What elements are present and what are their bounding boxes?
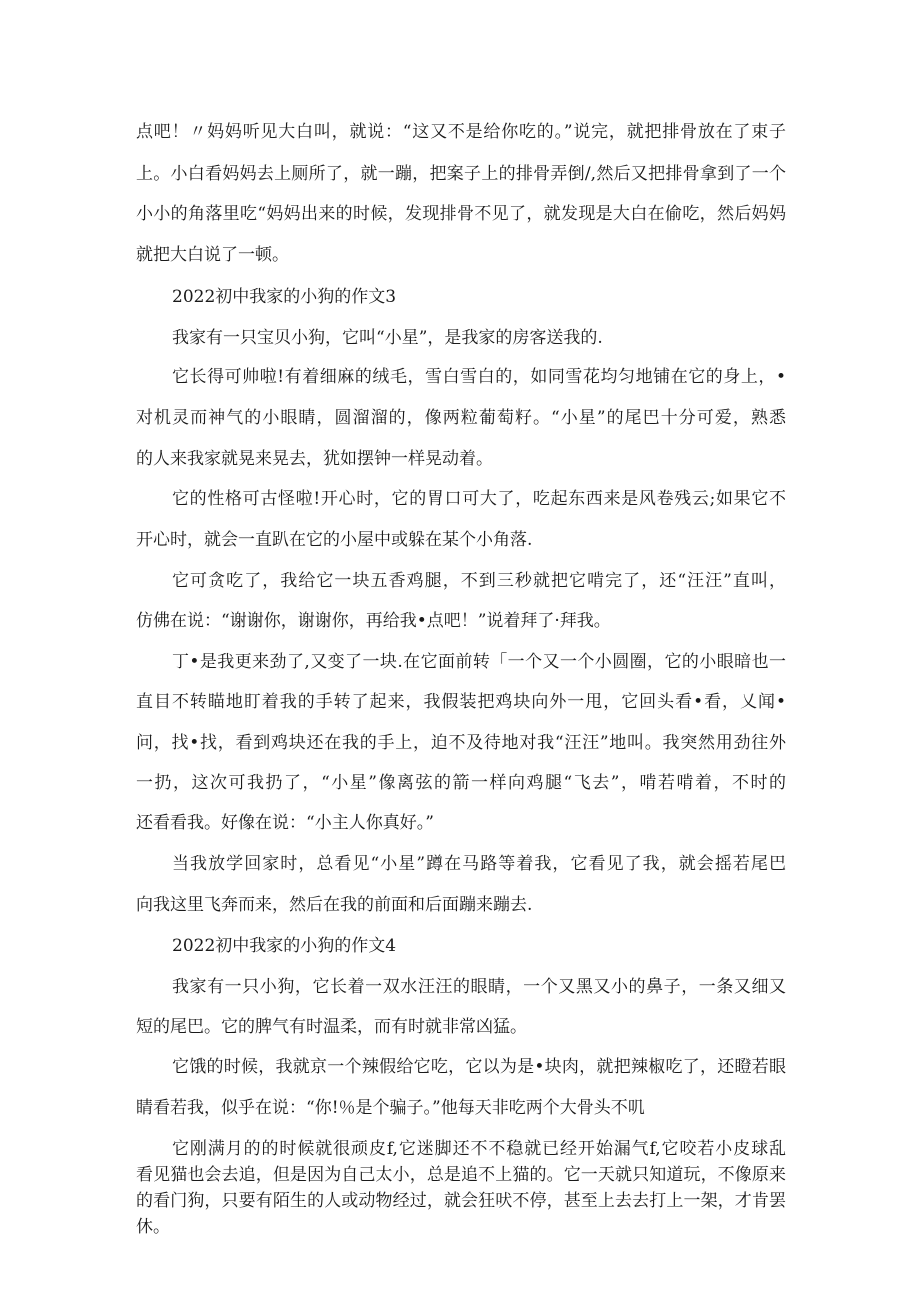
text-line: 问，找•找，看到鸡块还在我的手上，迫不及待地对我“汪汪”地叫。我突然用劲往外 [136, 733, 786, 753]
text-line: 短的尾巴。它的脾气有时温柔，而有时就非常凶猛。 [136, 1017, 527, 1037]
section-heading: 2022初中我家的小狗的作文3 [172, 287, 397, 307]
text-line: 上。小白看妈妈去上厕所了，就一蹦，把案子上的排骨弄倒/,然后又把排骨拿到了一个 [136, 164, 786, 184]
paragraph-line: 它饿的时候，我就京一个辣假给它吃，它以为是•块肉，就把辣椒吃了，还瞪若眼 [172, 1057, 786, 1077]
text-line: 看见猫也会去追，但是因为自己太小，总是追不上猫的。它一天就只知道玩，不像原来 [136, 1165, 786, 1185]
text-line: 一扔，这次可我扔了，“小星”像离弦的箭一样向鸡腿“飞去”，啃若啃着，不时的 [136, 773, 786, 793]
text-line: 的看门狗，只要有陌生的人或动物经过，就会狂吠不停，甚至上去去打上一架，才肯罢 [136, 1191, 786, 1211]
text-line: 仿佛在说：“谢谢你，谢谢你，再给我•点吧！”说着拜了·拜我。 [136, 611, 611, 631]
text-line: 直目不转瞄地盯着我的手转了起来，我假装把鸡块向外一甩，它回头看•看，乂闻• [136, 692, 786, 712]
paragraph-line: 当我放学回家时，总看见“小星”蹲在马路等着我，它看见了我，就会摇若尾巴 [172, 854, 786, 874]
paragraph-line: 我家有一只小狗，它长着一双水汪汪的眼睛，一个又黑又小的鼻子，一条又细又 [172, 977, 786, 997]
text-line: 点吧！〃妈妈听见大白叫，就说：“这又不是给你吃的。”说完，就把排骨放在了束子 [136, 122, 786, 142]
text-line: 休。 [136, 1217, 170, 1237]
paragraph-line: 它可贪吃了，我给它一块五香鸡腿，不到三秒就把它啃完了，还“汪汪”直叫， [172, 571, 786, 591]
paragraph-line: 它的性格可古怪啦!开心时，它的胃口可大了，吃起东西来是风卷残云;如果它不 [172, 489, 786, 509]
paragraph-line: 它长得可帅啦!有着细麻的绒毛，雪白雪白的，如同雪花均匀地铺在它的身上，• [172, 367, 786, 387]
paragraph-line: 我家有一只宝贝小狗，它叫“小星”，是我家的房客送我的. [172, 328, 603, 348]
text-line: 小小的角落里吃“妈妈出来的时候，发现排骨不见了，就发现是大白在偷吃，然后妈妈 [136, 204, 786, 224]
text-line: 向我这里飞奔而来，然后在我的前面和后面蹦来蹦去. [136, 895, 533, 915]
text-line: 睛看若我，似乎在说：“你!％是个骗子。”他每天非吃两个大骨头不叽 [136, 1098, 645, 1118]
section-heading: 2022初中我家的小狗的作文4 [172, 936, 397, 956]
paragraph-line: 它刚满月的的时候就很顽皮f,它迷脚还不不稳就已经开始漏气f,它咬若小皮球乱 [172, 1139, 786, 1159]
text-line: 的人来我家就晃来晃去，犹如摆钟一样晃动着。 [136, 449, 493, 469]
text-line: 对机灵而神气的小眼睛，圆溜溜的，像两粒葡萄籽。“小星”的尾巴十分可爱，熟悉 [136, 408, 786, 428]
text-line: 开心时，就会一直趴在它的小屋中或躲在某个小角落. [136, 530, 533, 550]
text-line: 就把大白说了一顿。 [136, 245, 289, 265]
text-line: 还看看我。好像在说：“小主人你真好。” [136, 813, 434, 833]
paragraph-line: 丁•是我更来劲了,又变了一块.在它面前转「一个又一个小圆圈，它的小眼暗也一 [172, 652, 786, 672]
